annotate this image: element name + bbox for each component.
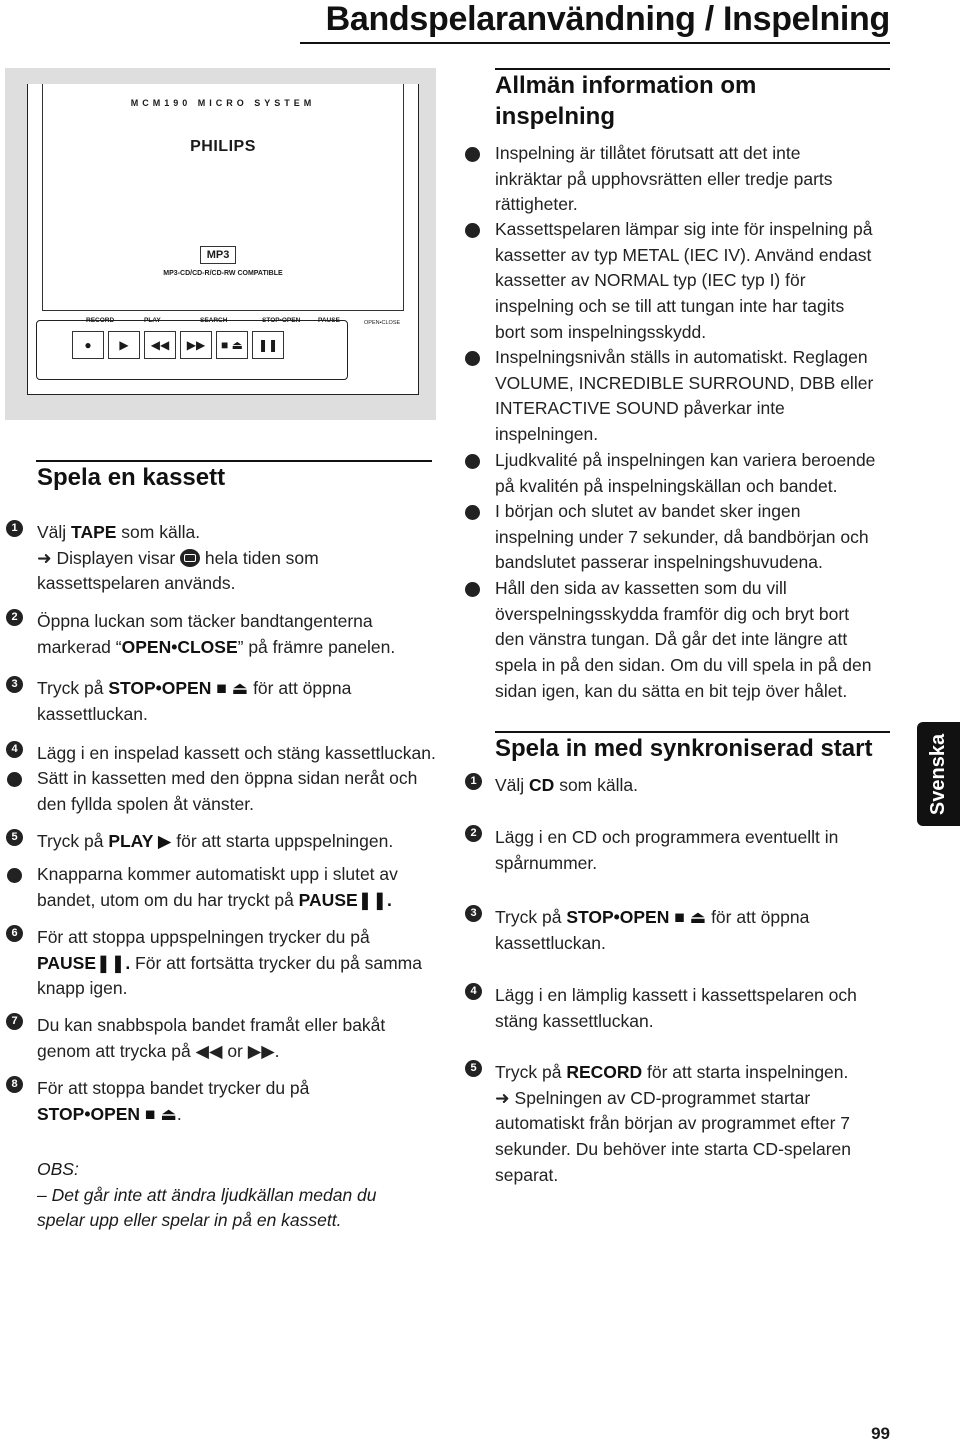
label-pause: PAUSE — [318, 317, 340, 324]
page-number: 99 — [871, 1424, 890, 1443]
step-marker-1: 1 — [465, 773, 482, 790]
sync-step-5 — [495, 1060, 895, 1189]
text: Kassettspelaren lämpar sig inte för inspelning på — [495, 219, 873, 239]
text: inspelningen. — [495, 424, 599, 445]
compat-label: MP3-CD/CD-R/CD-RW COMPATIBLE — [163, 270, 283, 277]
bullet-recording-level — [495, 345, 895, 448]
sync-step-2 — [495, 825, 895, 876]
text-bold: STOP•OPEN ■ ⏏ — [108, 678, 249, 698]
text: Inspelningsnivån ställs in automatiskt. Reglagen — [495, 347, 868, 367]
text: bort som inspelningsskydd. — [495, 321, 707, 342]
step-5 — [37, 829, 437, 855]
text: ” på främre panelen. — [237, 636, 396, 657]
text: sidan igen, kan du sätta en bit tejp över hålet. — [495, 680, 848, 701]
bullet-icon — [465, 147, 480, 162]
text: Lägg i en CD och programmera eventuellt in — [495, 827, 839, 847]
text: överspelningsskydda framför dig och bryt bort — [495, 603, 850, 624]
text: Välj — [495, 775, 530, 795]
bullet-icon — [465, 223, 480, 238]
label-search: SEARCH — [200, 317, 228, 324]
heading-play-cassette: Spela en kassett — [37, 464, 226, 491]
text: För att fortsätta trycker du på samma — [130, 952, 422, 973]
step-marker-7: 7 — [6, 1013, 23, 1030]
open-close-label: OPEN•CLOSE — [364, 320, 401, 326]
step-marker-3: 3 — [6, 676, 23, 693]
text: – Det går inte att ändra ljudkällan medan du — [37, 1184, 377, 1205]
text: Håll den sida av kassetten som du vill — [495, 578, 787, 598]
text: spelar upp eller spelar in på en kassett. — [37, 1210, 342, 1231]
text-bold: STOP•OPEN ■ ⏏ — [566, 907, 707, 927]
text: för att öppna — [248, 678, 352, 698]
text: knapp igen. — [37, 978, 128, 999]
bullet-cassette-orientation — [37, 766, 437, 817]
device-brand: PHILIPS — [190, 138, 256, 155]
pause-button: ❚❚ — [252, 331, 284, 359]
text-bold: PAUSE❚❚. — [37, 952, 131, 973]
text: den vänstra tungan. Då går det inte längre att — [495, 629, 848, 650]
text: för att starta uppspelningen. — [171, 831, 394, 851]
text: inspelning och se till att tungan inte har tagits — [495, 296, 845, 317]
tape-display-icon — [180, 549, 200, 567]
text: Allmän information om — [495, 72, 757, 99]
label-record: RECORD — [86, 317, 115, 324]
step-marker-5: 5 — [465, 1060, 482, 1077]
sync-step-4 — [495, 983, 895, 1034]
step-7 — [37, 1013, 437, 1064]
text: Du kan snabbspola bandet framåt eller bakåt — [37, 1015, 386, 1035]
note — [37, 1157, 437, 1234]
text: Lägg i en lämplig kassett i kassettspelaren och — [495, 985, 857, 1005]
text: stäng kassettluckan. — [495, 1010, 654, 1031]
text: bandslutet passerar inspelningshuvudena. — [495, 552, 823, 573]
step-8: För att stoppa bandet trycker du på STOP•OPEN ■ ⏏. — [37, 1078, 310, 1124]
bullet-sound-quality — [495, 448, 895, 499]
text: bandet, utom om du har tryckt på — [37, 889, 299, 910]
text: För att stoppa bandet trycker du på — [37, 1078, 310, 1098]
step-marker-3: 3 — [465, 905, 482, 922]
rewind-button: ◀◀ — [144, 331, 176, 359]
bullet-icon — [465, 454, 480, 469]
fast-forward-button: ▶▶ — [180, 331, 212, 359]
text: kassetter av typ METAL (IEC IV). Använd endast — [495, 244, 872, 265]
text: den fyllda spolen åt vänster. — [37, 793, 254, 814]
step-3 — [37, 676, 437, 727]
text-bold: RECORD — [566, 1062, 643, 1082]
text: spela in på den sidan. Om du vill spela in på den — [495, 655, 872, 676]
text: separat. — [495, 1164, 559, 1185]
text: Välj — [37, 522, 72, 542]
text: kassettluckan. — [495, 932, 606, 953]
text: Tryck på — [495, 907, 567, 927]
text: För att stoppa uppspelningen trycker du på — [37, 927, 370, 947]
bullet-tape-type — [495, 217, 895, 346]
button-row — [72, 331, 284, 359]
bullet-leader-tape — [495, 499, 895, 576]
text: Tryck på — [37, 831, 109, 851]
text: INTERACTIVE SOUND påverkar inte — [495, 398, 785, 419]
text: inspelning — [495, 103, 615, 130]
text-bold: STOP•OPEN ■ ⏏ — [37, 1103, 177, 1124]
heading-recording-info — [495, 70, 756, 132]
language-tab-label: Svenska — [927, 733, 950, 815]
text: kassettluckan. — [37, 703, 148, 724]
text-bold: TAPE — [71, 522, 117, 542]
page-title: Bandspelaranvändning / Inspelning — [325, 0, 890, 38]
text: Öppna luckan som täcker bandtangenterna — [37, 611, 373, 631]
sync-step-1 — [495, 773, 895, 799]
mp3-logo: MP3 — [200, 246, 236, 264]
stop-open-button: ■ ⏏ — [216, 331, 248, 359]
text: VOLUME, INCREDIBLE SURROUND, DBB eller — [495, 372, 874, 393]
step-marker-1: 1 — [6, 520, 23, 537]
step-marker-2: 2 — [6, 609, 23, 626]
note-title: OBS: — [37, 1159, 79, 1179]
text: ➜ Spelningen av CD-programmet startar — [495, 1087, 811, 1108]
text: genom att trycka på ◀◀ or ▶▶. — [37, 1040, 280, 1061]
step-marker-4: 4 — [6, 741, 23, 758]
text: inkräktar på upphovsrätten eller tredje parts — [495, 168, 833, 189]
text: på kvalitén på inspelningskällan och bandet. — [495, 475, 838, 496]
label-stop-open: STOP•OPEN — [262, 317, 301, 324]
device-front — [27, 84, 419, 395]
text: Knapparna kommer automatiskt upp i slutet av — [37, 864, 398, 884]
step-marker-6: 6 — [6, 925, 23, 942]
bullet-protection-tab — [495, 576, 895, 705]
sync-step-3 — [495, 905, 895, 956]
language-tab — [917, 722, 960, 826]
bullet-icon — [465, 582, 480, 597]
step-marker-4: 4 — [465, 983, 482, 1000]
text: Tryck på — [495, 1062, 567, 1082]
text: sekunder. Du behöver inte starta CD-spelaren — [495, 1139, 852, 1160]
text: kassetter av NORMAL typ (IEC typ I) för — [495, 270, 806, 291]
text: I början och slutet av bandet sker ingen — [495, 501, 801, 521]
text: automatiskt från början av programmet efter 7 — [495, 1113, 851, 1134]
text-bold: PLAY ▶ — [108, 831, 172, 851]
title-rule — [300, 42, 890, 44]
text: rättigheter. — [495, 194, 578, 215]
text: hela tiden som — [200, 547, 319, 568]
text: för att starta inspelningen. — [642, 1062, 849, 1082]
text-bold: CD — [529, 775, 555, 795]
play-button: ▶ — [108, 331, 140, 359]
bullet-icon — [7, 772, 22, 787]
text: som källa. — [116, 522, 201, 542]
label-play: PLAY — [144, 317, 161, 324]
step-marker-8: 8 — [6, 1076, 23, 1093]
device-illustration — [5, 68, 436, 420]
text: spårnummer. — [495, 852, 598, 873]
step-2 — [37, 609, 437, 660]
bullet-icon — [465, 351, 480, 366]
text-bold: PAUSE❚❚. — [298, 889, 392, 910]
bullet-icon — [7, 868, 22, 883]
text: för att öppna — [706, 907, 810, 927]
text: Tryck på — [37, 678, 109, 698]
text: ➜ Displayen visar — [37, 547, 181, 568]
text: markerad “ — [37, 636, 122, 657]
step-1 — [37, 520, 437, 597]
record-button: ● — [72, 331, 104, 359]
text: Sätt in kassetten med den öppna sidan neråt och — [37, 768, 418, 788]
bullet-auto-stop — [37, 862, 437, 913]
bullet-icon — [465, 505, 480, 520]
text: Inspelning är tillåtet förutsatt att det inte — [495, 143, 801, 163]
text: som källa. — [554, 775, 638, 795]
text: Ljudkvalité på inspelningen kan variera beroende — [495, 450, 876, 470]
heading-sync-recording: Spela in med synkroniserad start — [495, 735, 873, 762]
step-marker-2: 2 — [465, 825, 482, 842]
text: inspelning under 7 sekunder, då bandbörjan och — [495, 526, 869, 547]
step-6 — [37, 925, 437, 1002]
device-model: MCM190 MICRO SYSTEM — [130, 98, 316, 108]
step-marker-5: 5 — [6, 829, 23, 846]
text: kassettspelaren används. — [37, 573, 236, 594]
text-bold: OPEN•CLOSE — [121, 636, 238, 657]
step-4: Lägg i en inspelad kassett och stäng kassettluckan. — [37, 743, 436, 763]
bullet-copyright — [495, 141, 895, 218]
